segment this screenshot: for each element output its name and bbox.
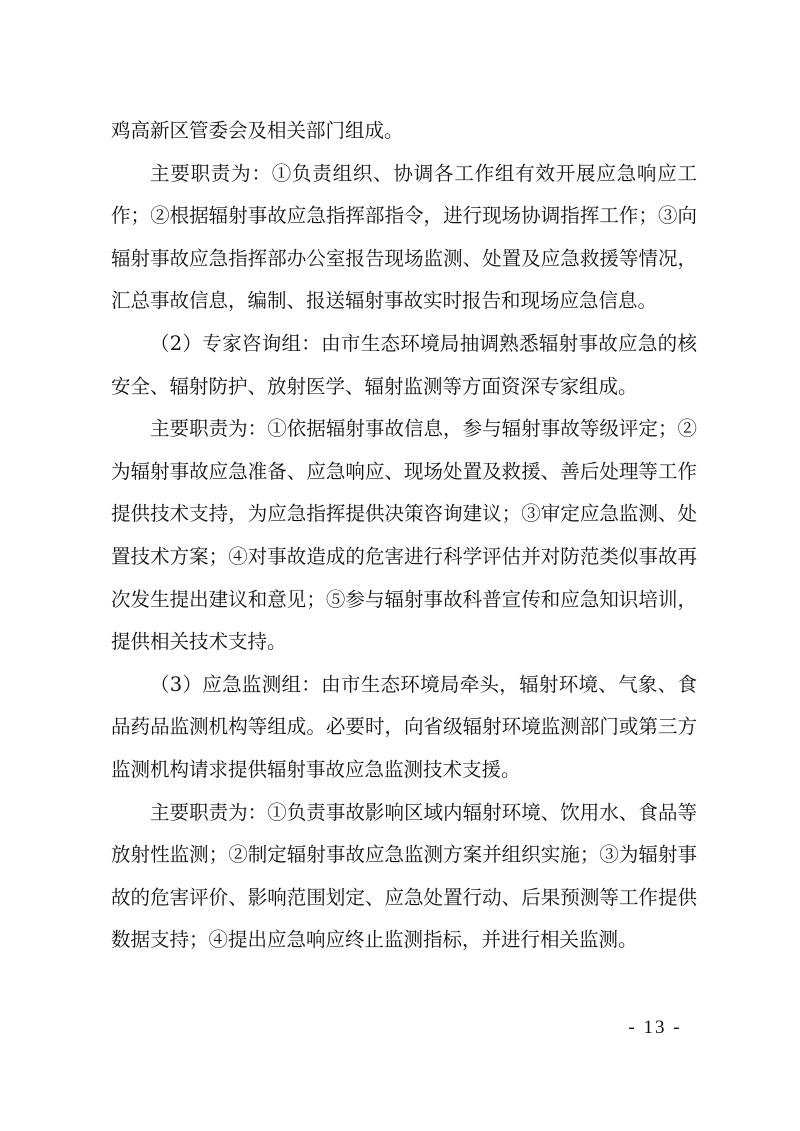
paragraph-expert-group: （2）专家咨询组：由市生态环境局抽调熟悉辐射事故应急的核安全、辐射防护、放射医学、辐射监测等方面资深专家组成。 xyxy=(111,331,697,398)
page-number: - 13 - xyxy=(628,1017,682,1038)
paragraph-continuation: 鸡高新区管委会及相关部门组成。 xyxy=(111,119,404,142)
paragraph-monitoring-duties: 主要职责为：①负责事故影响区域内辐射环境、饮用水、食品等放射性监测；②制定辐射事故应急监测方案并组织实施；③为辐射事故的危害评价、影响范围划定、应急处置行动、后果预测等工作提供数据支持；④提出应急响应终止监测指标，并进行相关监测。 xyxy=(111,800,697,952)
paragraph-coordination-duties: 主要职责为：①负责组织、协调各工作组有效开展应急响应工作；②根据辐射事故应急指挥部指令，进行现场协调指挥工作；③向辐射事故应急指挥部办公室报告现场监测、处置及应急救援等情况，汇总事故信息，编制、报送辐射事故实时报告和现场应急信息。 xyxy=(111,161,697,313)
paragraph-monitoring-group: （3）应急监测组：由市生态环境局牵头，辐射环境、气象、食品药品监测机构等组成。必要时，向省级辐射环境监测部门或第三方监测机构请求提供辐射事故应急监测技术支援。 xyxy=(111,672,697,781)
document-body xyxy=(111,110,697,962)
paragraph-expert-duties: 主要职责为：①依据辐射事故信息，参与辐射事故等级评定；②为辐射事故应急准备、应急响应、现场处置及救援、善后处理等工作提供技术支持，为应急指挥提供决策咨询建议；③审定应急监测、处置技术方案；④对事故造成的危害进行科学评估并对防范类似事故再次发生提出建议和意见；⑤参与辐射事故科普宣传和应急知识培训，提供相关技术支持。 xyxy=(111,417,697,654)
